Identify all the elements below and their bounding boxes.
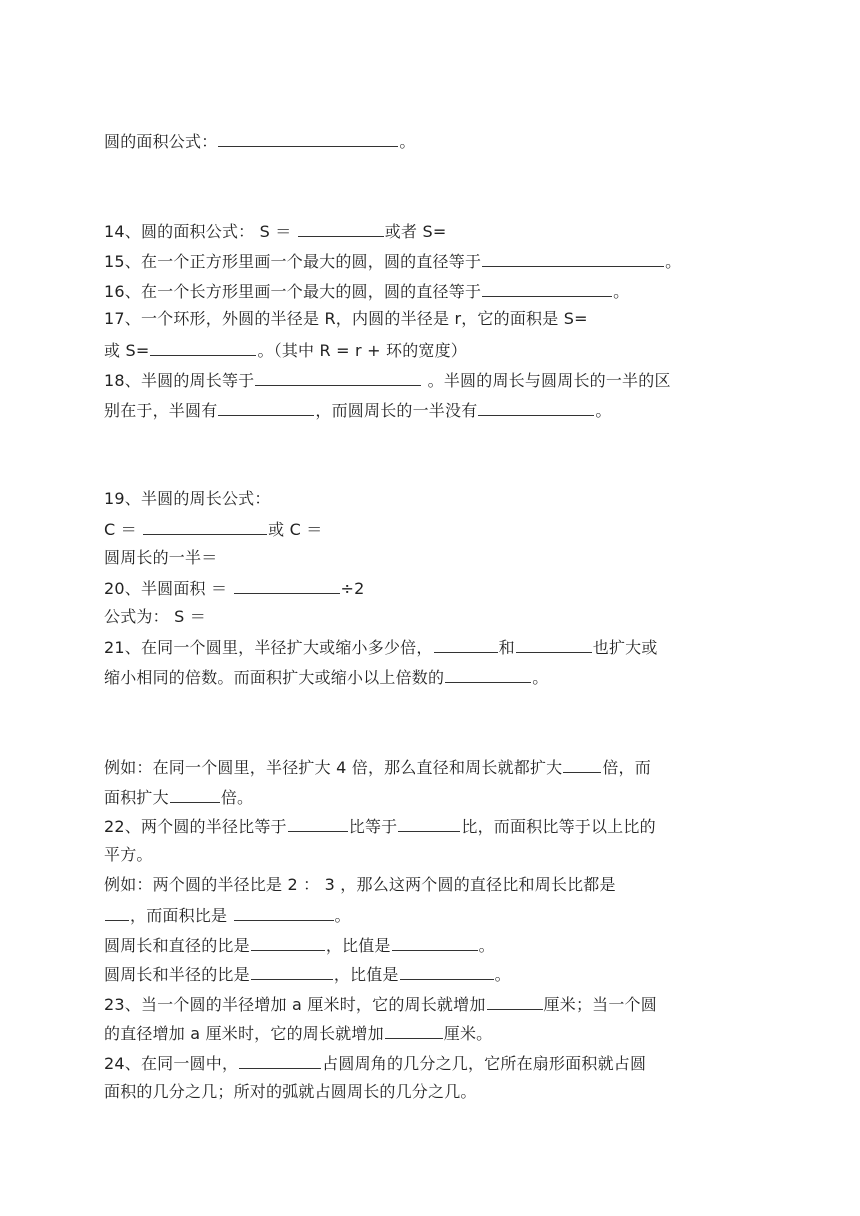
line-text: 圆周长和直径的比是 [104, 936, 250, 955]
line-text: 圆周长和半径的比是 [104, 965, 250, 984]
text-line [104, 993, 657, 1015]
line-text: 14、圆的面积公式： S ＝ [104, 222, 297, 241]
text-line [104, 518, 323, 540]
line-text: 面积扩大 [104, 788, 169, 807]
line-text: 。 [494, 965, 511, 984]
line-text: 或 S= [104, 341, 150, 360]
line-text: 圆周长的一半＝ [104, 548, 218, 567]
line-text: 也扩大或 [592, 638, 658, 657]
line-text: 或者 S= [384, 222, 447, 241]
text-line [104, 548, 217, 568]
line-text: 或 C ＝ [268, 520, 323, 539]
line-text: 。 [399, 132, 416, 151]
line-text: ，而圆周长的一半没有 [315, 401, 478, 420]
fill-in-blank[interactable] [398, 815, 460, 832]
line-text: 。 [334, 906, 351, 925]
fill-in-blank[interactable] [251, 934, 325, 951]
text-line [104, 250, 681, 272]
text-line [104, 399, 612, 421]
line-text: 。半圆的周长与圆周长的一半的区 [422, 371, 671, 390]
text-line [104, 220, 446, 242]
text-line [104, 875, 616, 895]
fill-in-blank[interactable] [516, 636, 592, 653]
line-text: 例如：在同一个圆里，半径扩大 4 倍，那么直径和周长就都扩大 [104, 758, 563, 777]
line-text: ，而面积比是 [130, 906, 233, 925]
line-text: ，比值是 [325, 936, 391, 955]
line-text: 缩小相同的倍数。而面积扩大或缩小以上倍数的 [104, 668, 445, 687]
fill-in-blank[interactable] [255, 369, 421, 386]
line-text: 。 [613, 282, 630, 301]
line-text: 15、在一个正方形里画一个最大的圆，圆的直径等于 [104, 252, 482, 271]
text-line [104, 607, 206, 627]
text-line [104, 1082, 477, 1102]
line-text: 21、在同一个圆里，半径扩大或缩小多少倍， [104, 638, 433, 657]
line-text: ，比值是 [333, 965, 399, 984]
text-line [104, 666, 548, 688]
text-line [104, 130, 416, 152]
line-text: 。 [532, 668, 549, 687]
line-text: ÷2 [340, 579, 365, 598]
fill-in-blank[interactable] [487, 993, 543, 1010]
text-line [104, 1022, 492, 1044]
line-text: 比，而面积比等于以上比的 [461, 817, 656, 836]
fill-in-blank[interactable] [218, 130, 398, 147]
fill-in-blank[interactable] [563, 756, 601, 773]
text-line [104, 577, 365, 599]
line-text: 19、半圆的周长公式： [104, 489, 271, 508]
text-line [104, 815, 656, 837]
text-line [104, 934, 495, 956]
fill-in-blank[interactable] [105, 904, 129, 921]
fill-in-blank[interactable] [288, 815, 348, 832]
line-text: 23、当一个圆的半径增加 a 厘米时，它的周长就增加 [104, 995, 486, 1014]
text-line [104, 786, 253, 808]
fill-in-blank[interactable] [239, 1052, 321, 1069]
line-text: 平方。 [104, 845, 153, 864]
line-text: 。 [665, 252, 682, 271]
line-text: 倍。 [220, 788, 254, 807]
fill-in-blank[interactable] [385, 1022, 443, 1039]
fill-in-blank[interactable] [298, 220, 384, 237]
text-line [104, 636, 658, 658]
fill-in-blank[interactable] [234, 577, 340, 594]
line-text: 17、一个环形，外圆的半径是 R，内圆的半径是 r，它的面积是 S= [104, 309, 588, 328]
line-text: 面积的几分之几；所对的弧就占圆周长的几分之几。 [104, 1082, 477, 1101]
fill-in-blank[interactable] [434, 636, 498, 653]
fill-in-blank[interactable] [251, 963, 333, 980]
line-text: 例如：两个圆的半径比是 2 ： 3 ，那么这两个圆的直径比和周长比都是 [104, 875, 616, 894]
line-text: 厘米；当一个圆 [543, 995, 657, 1014]
fill-in-blank[interactable] [170, 786, 220, 803]
fill-in-blank[interactable] [445, 666, 531, 683]
fill-in-blank[interactable] [234, 904, 334, 921]
line-text: 和 [498, 638, 515, 657]
line-text: 比等于 [348, 817, 398, 836]
text-line [104, 845, 153, 865]
line-text: 圆的面积公式： [104, 132, 218, 151]
text-line [104, 339, 467, 361]
text-line [104, 756, 651, 778]
line-text: 的直径增加 a 厘米时，它的周长就增加 [104, 1024, 384, 1043]
line-text: 22、两个圆的半径比等于 [104, 817, 287, 836]
line-text: 别在于，半圆有 [104, 401, 218, 420]
text-line [104, 369, 671, 391]
text-line [104, 1052, 646, 1074]
fill-in-blank[interactable] [143, 518, 267, 535]
line-text: C ＝ [104, 520, 143, 539]
line-text: 倍，而 [602, 758, 651, 777]
line-text: 16、在一个长方形里画一个最大的圆，圆的直径等于 [104, 282, 482, 301]
line-text: 公式为： S ＝ [104, 607, 206, 626]
text-line [104, 309, 588, 329]
text-line [104, 280, 629, 302]
line-text: 24、在同一圆中， [104, 1054, 239, 1073]
line-text: 厘米。 [443, 1024, 493, 1043]
line-text: 占圆周角的几分之几，它所在扇形面积就占圆 [322, 1054, 647, 1073]
line-text: 。 [478, 936, 495, 955]
line-text: 。（其中 R = r + 环的宽度） [257, 341, 467, 360]
fill-in-blank[interactable] [482, 250, 664, 267]
fill-in-blank[interactable] [150, 339, 256, 356]
line-text: 。 [595, 401, 612, 420]
line-text: 20、半圆面积 ＝ [104, 579, 233, 598]
fill-in-blank[interactable] [400, 963, 494, 980]
fill-in-blank[interactable] [218, 399, 314, 416]
fill-in-blank[interactable] [482, 280, 612, 297]
text-line [104, 963, 511, 985]
text-line [104, 904, 351, 926]
fill-in-blank[interactable] [392, 934, 478, 951]
text-line [104, 489, 271, 509]
line-text: 18、半圆的周长等于 [104, 371, 255, 390]
fill-in-blank[interactable] [478, 399, 594, 416]
